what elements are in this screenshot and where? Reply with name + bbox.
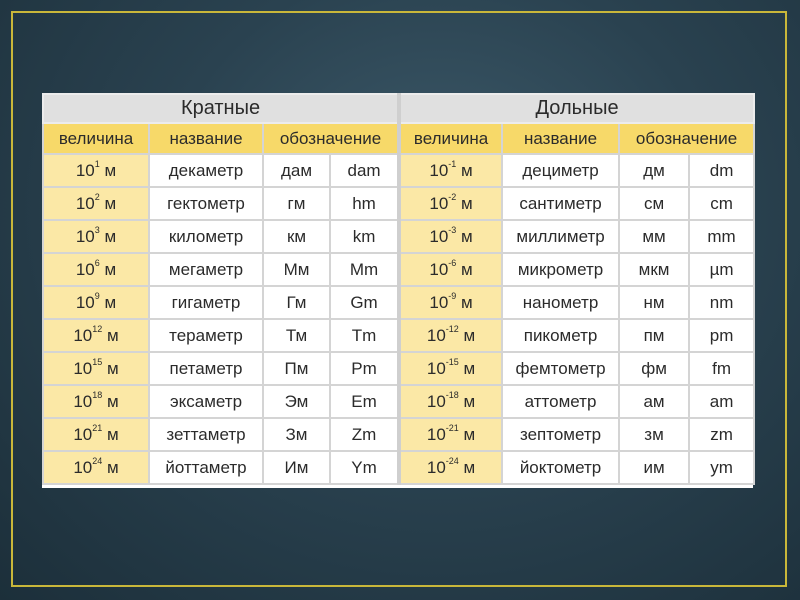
multiple-value <box>43 319 149 352</box>
submultiple-unit: м <box>461 259 473 279</box>
submultiple-exponent: -9 <box>448 290 457 301</box>
table-row <box>43 319 754 352</box>
multiple-symbol-ru: Тм <box>263 319 330 352</box>
submultiple-base: 10 <box>426 424 446 444</box>
submultiple-symbol-ru: фм <box>619 352 689 385</box>
multiples-value-header: величина <box>43 123 149 154</box>
multiple-base: 10 <box>75 160 95 180</box>
table-row <box>43 451 754 484</box>
multiple-symbol-int: km <box>330 220 399 253</box>
multiples-symbol-header: обозначение <box>263 123 399 154</box>
submultiple-value <box>399 253 502 286</box>
multiple-symbol-int: dam <box>330 154 399 187</box>
submultiple-unit: м <box>461 292 473 312</box>
submultiple-base: 10 <box>429 160 449 180</box>
multiple-symbol-ru: Эм <box>263 385 330 418</box>
multiple-unit: м <box>104 226 117 246</box>
multiple-symbol-int: Mm <box>330 253 399 286</box>
multiple-base: 10 <box>73 424 93 444</box>
submultiple-name: миллиметр <box>502 220 619 253</box>
submultiple-exponent: -15 <box>445 356 459 367</box>
multiple-exponent: 24 <box>92 455 103 466</box>
submultiple-base: 10 <box>426 325 446 345</box>
submultiple-exponent: -3 <box>448 224 457 235</box>
multiple-name: декаметр <box>149 154 263 187</box>
multiple-base: 10 <box>75 226 95 246</box>
multiples-header: Кратные <box>43 94 399 123</box>
submultiple-symbol-int: cm <box>689 187 754 220</box>
table-row <box>43 352 754 385</box>
multiple-symbol-int: Tm <box>330 319 399 352</box>
multiple-exponent: 3 <box>94 224 100 235</box>
submultiple-symbol-ru: мкм <box>619 253 689 286</box>
submultiple-symbol-int: fm <box>689 352 754 385</box>
multiple-base: 10 <box>75 193 95 213</box>
multiples-name-header: название <box>149 123 263 154</box>
submultiple-symbol-int: nm <box>689 286 754 319</box>
multiple-value <box>43 253 149 286</box>
submultiple-value <box>399 319 502 352</box>
multiple-unit: м <box>106 457 119 477</box>
submultiple-base: 10 <box>429 292 449 312</box>
submultiple-base: 10 <box>429 193 449 213</box>
submultiple-unit: м <box>463 325 476 345</box>
submultiple-value <box>399 154 502 187</box>
table-row <box>43 286 754 319</box>
multiple-name: гигаметр <box>149 286 263 319</box>
multiple-name: зеттаметр <box>149 418 263 451</box>
multiple-unit: м <box>104 259 117 279</box>
multiple-unit: м <box>106 358 119 378</box>
submultiple-symbol-int: dm <box>689 154 754 187</box>
multiple-name: йоттаметр <box>149 451 263 484</box>
multiple-value <box>43 451 149 484</box>
submultiples-value-header: величина <box>399 123 502 154</box>
multiple-value <box>43 418 149 451</box>
multiple-exponent: 6 <box>94 257 100 268</box>
multiple-exponent: 12 <box>92 323 103 334</box>
submultiples-symbol-header: обозначение <box>619 123 754 154</box>
submultiple-base: 10 <box>426 358 446 378</box>
multiple-exponent: 18 <box>92 389 103 400</box>
multiple-symbol-int: hm <box>330 187 399 220</box>
multiple-exponent: 1 <box>94 158 100 169</box>
submultiple-name: нанометр <box>502 286 619 319</box>
multiple-value <box>43 286 149 319</box>
submultiple-exponent: -21 <box>445 422 459 433</box>
submultiple-value <box>399 385 502 418</box>
units-table-container <box>42 93 753 488</box>
submultiple-value <box>399 418 502 451</box>
submultiple-unit: м <box>461 160 473 180</box>
multiple-symbol-ru: Пм <box>263 352 330 385</box>
multiple-value <box>43 385 149 418</box>
submultiple-value <box>399 286 502 319</box>
multiple-value <box>43 352 149 385</box>
submultiple-name: дециметр <box>502 154 619 187</box>
multiple-symbol-int: Em <box>330 385 399 418</box>
submultiple-unit: м <box>463 457 476 477</box>
submultiple-symbol-int: µm <box>689 253 754 286</box>
multiple-unit: м <box>106 424 119 444</box>
multiple-name: километр <box>149 220 263 253</box>
multiple-exponent: 21 <box>92 422 103 433</box>
multiple-symbol-int: Zm <box>330 418 399 451</box>
submultiple-name: йоктометр <box>502 451 619 484</box>
multiple-name: мегаметр <box>149 253 263 286</box>
multiple-unit: м <box>104 160 117 180</box>
submultiple-value <box>399 187 502 220</box>
submultiple-symbol-int: ym <box>689 451 754 484</box>
table-row <box>43 154 754 187</box>
multiple-symbol-ru: км <box>263 220 330 253</box>
submultiple-symbol-int: mm <box>689 220 754 253</box>
table-row <box>43 187 754 220</box>
submultiple-unit: м <box>463 391 476 411</box>
submultiple-name: фемтометр <box>502 352 619 385</box>
submultiple-base: 10 <box>426 457 446 477</box>
submultiple-unit: м <box>461 193 473 213</box>
submultiples-name-header: название <box>502 123 619 154</box>
multiple-name: тераметр <box>149 319 263 352</box>
multiple-exponent: 9 <box>94 290 100 301</box>
submultiple-value <box>399 220 502 253</box>
submultiple-symbol-int: am <box>689 385 754 418</box>
submultiple-base: 10 <box>429 226 449 246</box>
submultiple-name: пикометр <box>502 319 619 352</box>
multiple-unit: м <box>106 325 119 345</box>
multiple-value <box>43 220 149 253</box>
submultiple-exponent: -18 <box>445 389 459 400</box>
multiple-symbol-ru: Зм <box>263 418 330 451</box>
multiple-base: 10 <box>73 457 93 477</box>
submultiple-symbol-ru: мм <box>619 220 689 253</box>
submultiple-value <box>399 451 502 484</box>
submultiple-symbol-int: pm <box>689 319 754 352</box>
multiple-value <box>43 187 149 220</box>
submultiple-symbol-ru: см <box>619 187 689 220</box>
submultiple-value <box>399 352 502 385</box>
multiple-symbol-ru: Мм <box>263 253 330 286</box>
column-header-row <box>43 123 754 154</box>
multiple-symbol-int: Gm <box>330 286 399 319</box>
submultiple-symbol-ru: дм <box>619 154 689 187</box>
submultiple-unit: м <box>463 424 476 444</box>
group-header-row <box>43 94 754 123</box>
table-row <box>43 220 754 253</box>
multiple-symbol-int: Pm <box>330 352 399 385</box>
multiple-symbol-ru: Им <box>263 451 330 484</box>
multiple-unit: м <box>106 391 119 411</box>
multiple-base: 10 <box>73 358 93 378</box>
multiple-name: гектометр <box>149 187 263 220</box>
multiple-symbol-int: Ym <box>330 451 399 484</box>
multiple-symbol-ru: гм <box>263 187 330 220</box>
table-body <box>43 154 754 484</box>
multiple-base: 10 <box>75 259 95 279</box>
submultiple-symbol-ru: нм <box>619 286 689 319</box>
metric-prefixes-table <box>42 93 755 485</box>
multiple-base: 10 <box>73 391 93 411</box>
table-row <box>43 418 754 451</box>
submultiple-unit: м <box>461 226 473 246</box>
submultiple-exponent: -12 <box>445 323 459 334</box>
submultiple-exponent: -1 <box>448 158 457 169</box>
multiple-unit: м <box>104 292 117 312</box>
submultiple-symbol-ru: ам <box>619 385 689 418</box>
submultiple-name: зептометр <box>502 418 619 451</box>
multiple-value <box>43 154 149 187</box>
submultiple-unit: м <box>463 358 476 378</box>
multiple-symbol-ru: дам <box>263 154 330 187</box>
multiple-unit: м <box>104 193 117 213</box>
table-row <box>43 253 754 286</box>
multiple-exponent: 15 <box>92 356 103 367</box>
multiple-name: эксаметр <box>149 385 263 418</box>
submultiple-name: микрометр <box>502 253 619 286</box>
multiple-exponent: 2 <box>94 191 100 202</box>
submultiple-symbol-ru: зм <box>619 418 689 451</box>
multiple-base: 10 <box>73 325 93 345</box>
submultiple-symbol-ru: пм <box>619 319 689 352</box>
multiple-base: 10 <box>75 292 95 312</box>
submultiple-symbol-int: zm <box>689 418 754 451</box>
submultiples-header: Дольные <box>399 94 754 123</box>
submultiple-base: 10 <box>429 259 449 279</box>
submultiple-name: сантиметр <box>502 187 619 220</box>
submultiple-exponent: -6 <box>448 257 457 268</box>
multiple-symbol-ru: Гм <box>263 286 330 319</box>
table-row <box>43 385 754 418</box>
submultiple-base: 10 <box>426 391 446 411</box>
submultiple-exponent: -2 <box>448 191 457 202</box>
multiple-name: петаметр <box>149 352 263 385</box>
submultiple-symbol-ru: им <box>619 451 689 484</box>
submultiple-exponent: -24 <box>445 455 459 466</box>
submultiple-name: аттометр <box>502 385 619 418</box>
